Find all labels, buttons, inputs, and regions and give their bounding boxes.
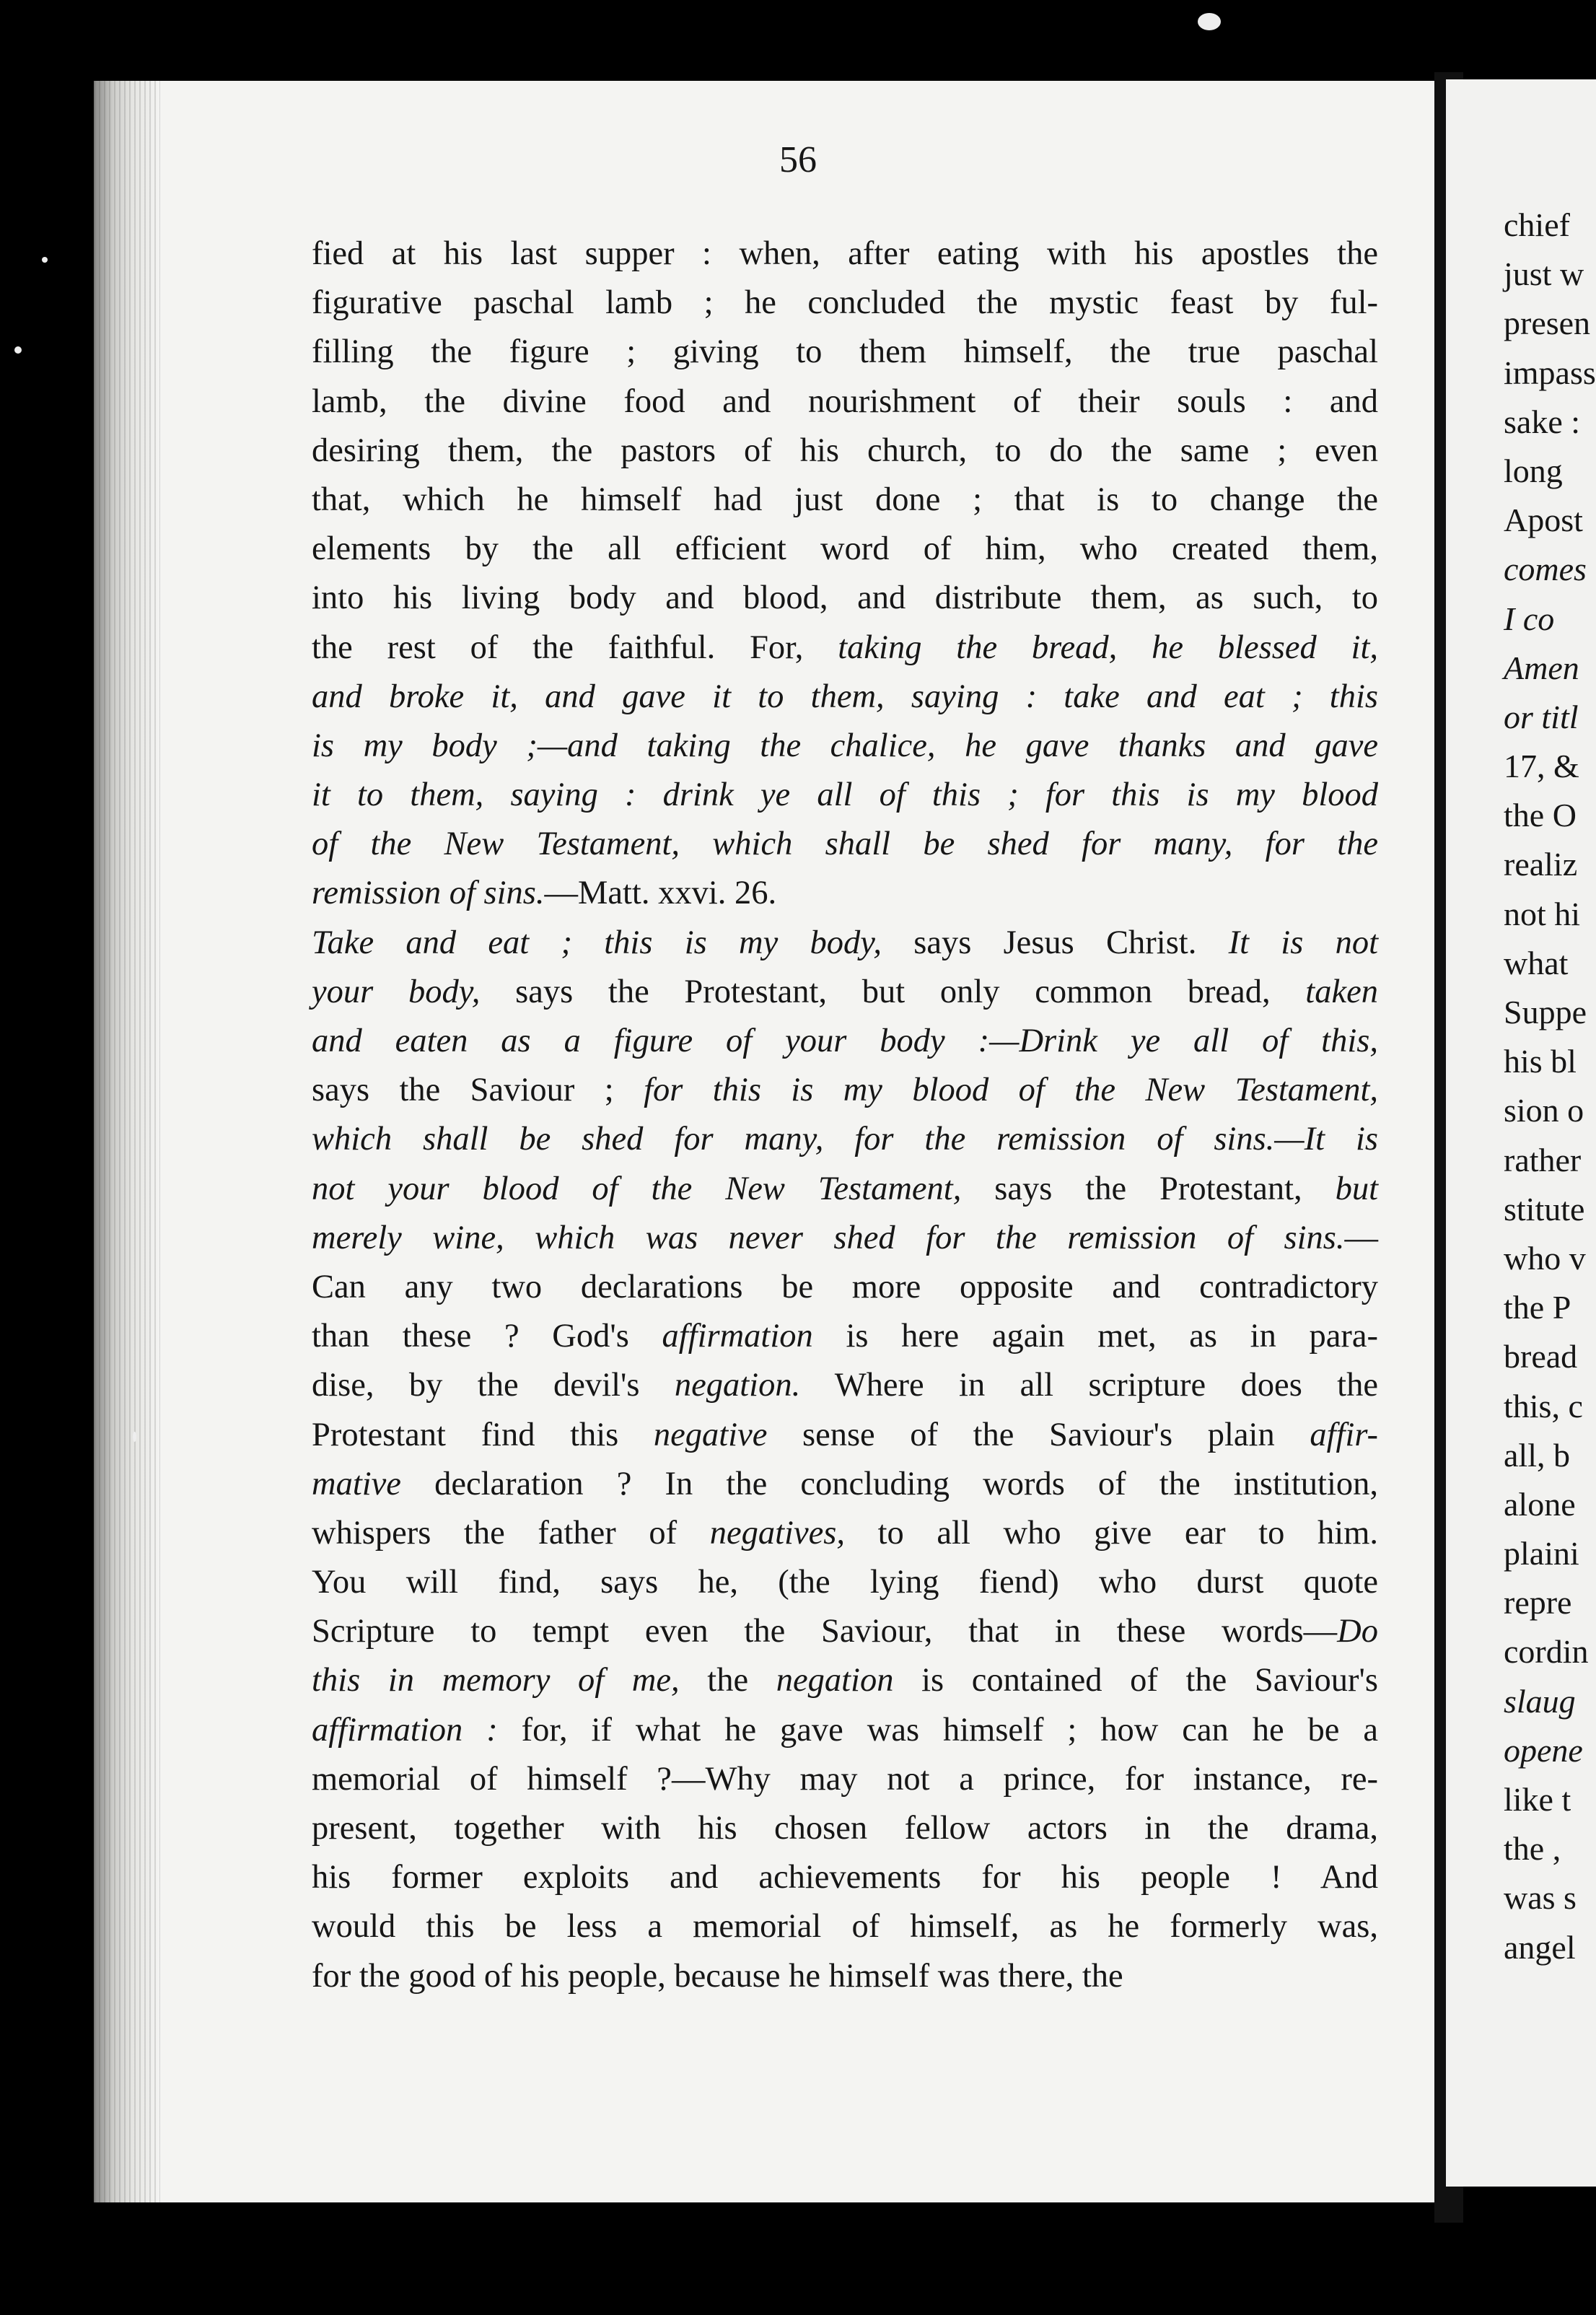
text-run: Where in all scripture does the [800, 1367, 1378, 1404]
text-line [312, 1706, 1378, 1755]
text-line [312, 1411, 1378, 1460]
text-line [312, 426, 1378, 476]
text-line [312, 1607, 1378, 1656]
facing-text-line: the , [1504, 1830, 1561, 1868]
text-line [312, 1902, 1378, 1951]
italic-text: taking the bread, he blessed it, [838, 629, 1378, 666]
facing-text-line: not hi [1504, 895, 1581, 932]
facing-text-line: I co [1504, 600, 1555, 637]
text-line [312, 820, 1378, 869]
facing-text-line: presen [1504, 305, 1591, 342]
text-run: memorial of himself ?—Why may not a prince, for instance, re- [312, 1760, 1378, 1798]
text-run: Protestant find this [312, 1416, 654, 1453]
text-run: declaration ? In the concluding words of the institution, [400, 1465, 1378, 1502]
facing-text-line: the P [1504, 1289, 1571, 1326]
facing-text-line: stitute [1504, 1190, 1585, 1227]
facing-text-line: angel [1504, 1928, 1576, 1966]
text-run: that, which he himself had just done ; that is to change the [312, 481, 1378, 518]
text-line [312, 722, 1378, 771]
italic-text: Take and eat ; this is my body, [312, 924, 882, 961]
text-line [312, 1804, 1378, 1853]
facing-text-line: rather [1504, 1141, 1582, 1178]
facing-text-line: was s [1504, 1879, 1577, 1917]
text-line [312, 869, 1378, 918]
facing-text-line: slaug [1504, 1682, 1576, 1720]
text-line [312, 476, 1378, 525]
facing-text-line: just w [1504, 255, 1584, 293]
italic-text: negatives, [709, 1514, 845, 1552]
text-run: is contained of the Saviour's [893, 1662, 1379, 1699]
italic-text: this in memory of me, [312, 1662, 680, 1699]
text-run: the rest of the faithful. For, [312, 629, 838, 666]
facing-text-line: comes [1504, 551, 1587, 588]
text-run: — [1344, 1219, 1378, 1256]
text-run: says the Protestant, but only common bread, [480, 973, 1306, 1010]
text-line [312, 1017, 1378, 1066]
text-line [312, 1952, 1378, 2001]
facing-text-line: all, b [1504, 1436, 1570, 1474]
text-run: is here again met, as in para- [812, 1318, 1378, 1355]
text-line [312, 1312, 1378, 1361]
facing-text-line: who v [1504, 1239, 1586, 1277]
text-run: says Jesus Christ. [881, 924, 1229, 961]
text-run: lamb, the divine food and nourishment of their souls : and [312, 382, 1378, 420]
italic-text: which shall be shed for many, for the remission of sins.—It is [312, 1121, 1378, 1158]
text-run: filling the figure ; giving to them himself, the true paschal [312, 333, 1378, 371]
text-line [312, 771, 1378, 820]
facing-text-line: sion o [1504, 1092, 1584, 1129]
italic-text: merely wine, which was never shed for the remission of sins. [312, 1219, 1345, 1256]
facing-text-line: what [1504, 944, 1569, 981]
facing-page-text [1504, 201, 1596, 1972]
text-run: for, if what he gave was himself ; how can he be a [497, 1711, 1378, 1749]
facing-text-line: repre [1504, 1584, 1572, 1622]
text-run: You will find, says he, (the lying fiend) who durst quote [312, 1564, 1378, 1601]
text-line [312, 377, 1378, 426]
text-line [312, 229, 1378, 279]
text-line [312, 673, 1378, 722]
text-run: present, together with his chosen fellow actors in the drama, [312, 1810, 1378, 1847]
facing-text-line: bread [1504, 1338, 1578, 1375]
scan-speck [1198, 13, 1221, 30]
facing-text-line: plaini [1504, 1535, 1579, 1572]
italic-text: it to them, saying : drink ye all of this ; for this is my blood [312, 776, 1378, 814]
text-run: whispers the father of [312, 1514, 710, 1552]
facing-text-line: Apost [1504, 502, 1583, 539]
text-run: sense of the Saviour's plain [767, 1416, 1310, 1453]
text-run: fied at his last supper : when, after eating with his apostles the [312, 235, 1378, 272]
facing-text-line: chief [1504, 206, 1570, 243]
page-stack-edge [94, 81, 160, 2202]
facing-text-line: long [1504, 452, 1563, 489]
text-line [312, 1263, 1378, 1312]
italic-text: remission of sins. [312, 875, 545, 912]
facing-text-line: cordin [1504, 1633, 1589, 1671]
text-line [312, 1361, 1378, 1410]
facing-text-line: opene [1504, 1731, 1583, 1769]
italic-text: mative [312, 1465, 401, 1502]
text-line [312, 1656, 1378, 1705]
scan-speck [14, 346, 22, 354]
facing-text-line: 17, & [1504, 748, 1579, 785]
text-line [312, 1755, 1378, 1804]
text-line [312, 1558, 1378, 1607]
text-line [312, 623, 1378, 673]
text-line [312, 525, 1378, 574]
text-line [312, 574, 1378, 623]
italic-text: for this is my blood of the New Testament, [644, 1072, 1379, 1109]
scan-speck [42, 257, 48, 263]
facing-text-line: realiz [1504, 846, 1578, 883]
scan-speck [133, 1432, 136, 1442]
facing-text-line: like t [1504, 1781, 1571, 1818]
text-line [312, 328, 1378, 377]
facing-text-line: alone [1504, 1485, 1576, 1523]
text-run: than these ? God's [312, 1318, 662, 1355]
italic-text: of the New Testament, which shall be shed for many, for the [312, 826, 1378, 863]
italic-text: and broke it, and gave it to them, saying : take and eat ; this [312, 678, 1378, 715]
text-run: elements by the all efficient word of him, who created them, [312, 530, 1378, 568]
italic-text: affir- [1310, 1416, 1378, 1453]
italic-text: your body, [312, 973, 481, 1010]
text-run: —Matt. xxvi. 26. [544, 875, 777, 912]
text-line [312, 1460, 1378, 1509]
text-run: the [679, 1662, 776, 1699]
text-run: says the Saviour ; [312, 1072, 644, 1109]
text-run: to all who give ear to him. [844, 1514, 1378, 1552]
text-line [312, 919, 1378, 968]
italic-text: taken [1305, 973, 1378, 1010]
italic-text: Do [1337, 1613, 1378, 1650]
text-run: dise, by the devil's [312, 1367, 675, 1404]
text-line [312, 279, 1378, 328]
italic-text: It is not [1228, 924, 1379, 961]
page-number: 56 [779, 139, 817, 180]
facing-text-line: sake : [1504, 403, 1581, 440]
text-run: desiring them, the pastors of his church, to do the same ; even [312, 432, 1378, 469]
italic-text: not your blood of the New Testament, [312, 1170, 962, 1207]
text-line [312, 968, 1378, 1017]
italic-text: negation. [674, 1367, 801, 1404]
facing-text-line: this, c [1504, 1387, 1583, 1425]
italic-text: is my body ;—and taking the chalice, he gave thanks and gave [312, 727, 1378, 764]
facing-text-line: his bl [1504, 1043, 1577, 1080]
text-line [312, 1214, 1378, 1263]
facing-text-line: Amen [1504, 649, 1579, 686]
italic-text: affirmation [662, 1318, 813, 1355]
text-line [312, 1115, 1378, 1164]
text-line [312, 1066, 1378, 1115]
italic-text: affirmation : [312, 1711, 498, 1749]
text-run: for the good of his people, because he himself was there, the [312, 1957, 1123, 1995]
facing-text-line: the O [1504, 797, 1577, 834]
text-run: Can any two declarations be more opposite and contradictory [312, 1268, 1378, 1305]
facing-text-line: impass [1504, 354, 1596, 391]
text-line [312, 1165, 1378, 1214]
text-run: his former exploits and achievements for his people ! And [312, 1859, 1378, 1896]
italic-text: negation [776, 1662, 894, 1699]
italic-text: negative [653, 1416, 768, 1453]
text-run: Scripture to tempt even the Saviour, that in these words— [312, 1613, 1338, 1650]
text-run: says the Protestant, [961, 1170, 1336, 1207]
text-run: figurative paschal lamb ; he concluded the mystic feast by ful- [312, 284, 1378, 322]
body-text [312, 229, 1378, 2001]
facing-text-line: Suppe [1504, 994, 1587, 1030]
italic-text: but [1335, 1170, 1378, 1207]
text-line [312, 1509, 1378, 1558]
text-run: into his living body and blood, and distribute them, as such, to [312, 579, 1378, 617]
text-run: would this be less a memorial of himself, as he formerly was, [312, 1908, 1378, 1946]
text-line [312, 1853, 1378, 1902]
italic-text: and eaten as a figure of your body :—Drink ye all of this, [312, 1023, 1378, 1059]
facing-text-line: or titl [1504, 698, 1579, 735]
